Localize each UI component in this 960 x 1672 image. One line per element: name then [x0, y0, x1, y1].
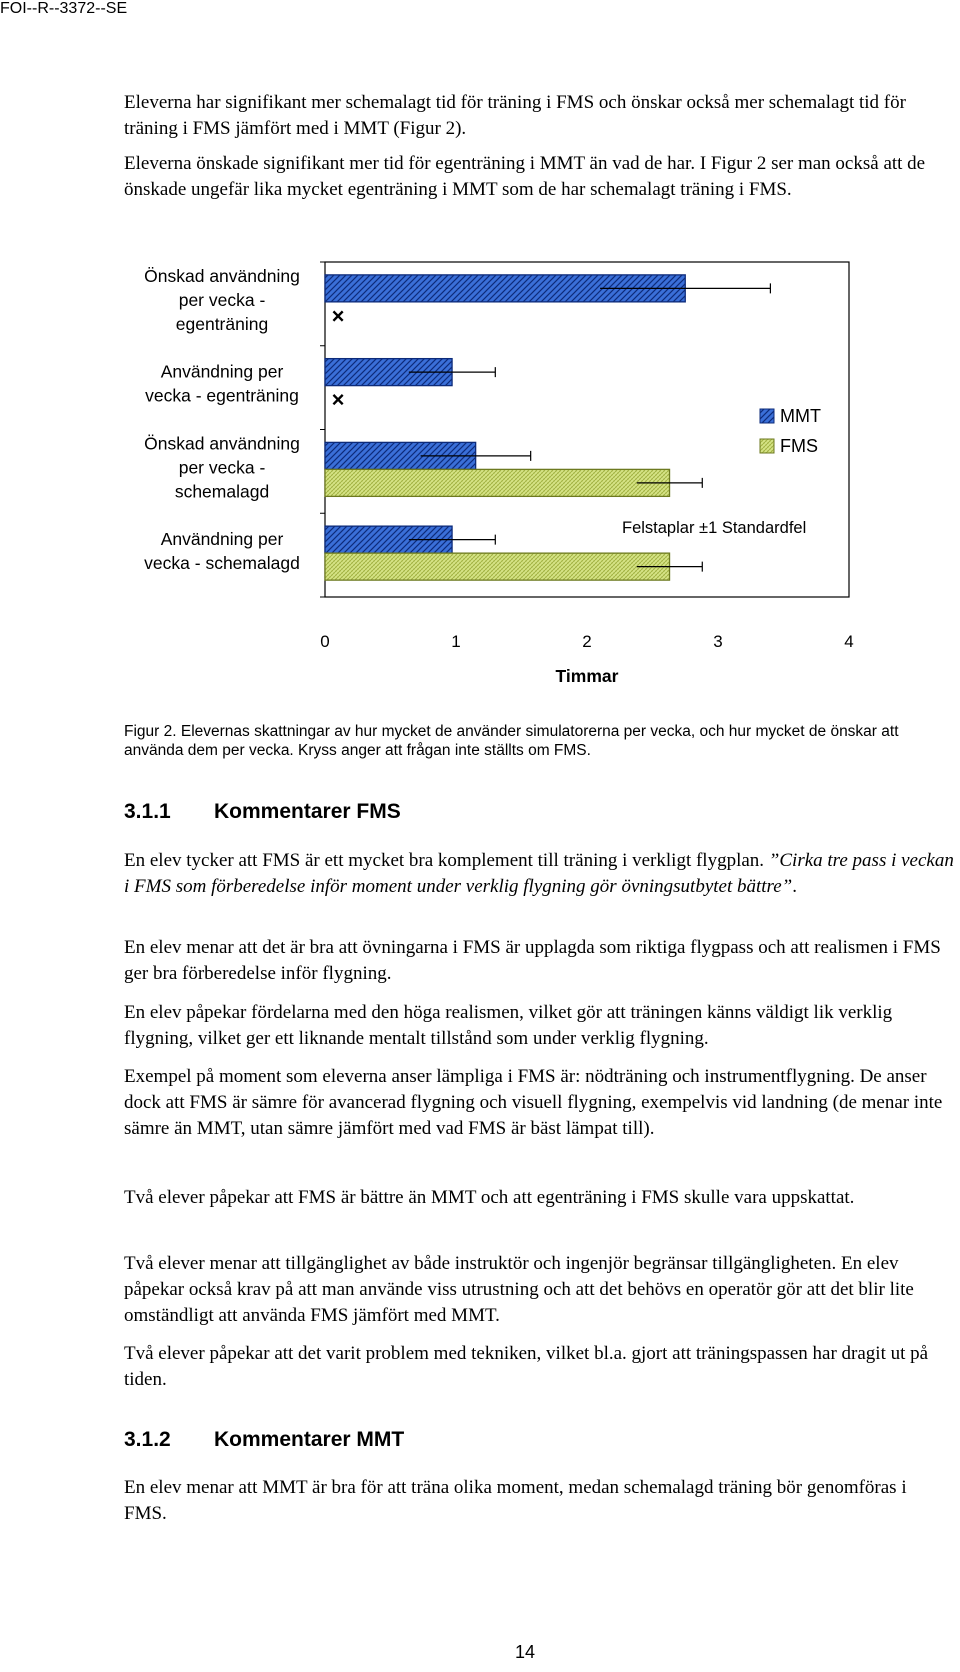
not-asked-cross: × [331, 387, 345, 413]
category-label: vecka - schemalagd [144, 553, 300, 574]
category-label: Användning per [160, 361, 284, 382]
legend-swatch-fms [760, 439, 774, 453]
error-bar-note: Felstaplar ±1 Standardfel [622, 519, 807, 537]
bar-fms [325, 553, 670, 580]
legend-swatch-mmt [760, 409, 774, 423]
legend-label-fms: FMS [780, 436, 818, 456]
section-heading-mmt [124, 1428, 404, 1452]
fms-paragraph-4: Exempel på moment som eleverna anser lämpliga i FMS är: nödträning och instrumentflygning. De anser dock att FMS är sämre för avancerad flygning och visuell flygning, exempelvis vid landning (de menar inte sämre än MMT, utan sämre jämfört med vad FMS är bäst lämpat till). [124, 1066, 943, 1139]
x-tick-label: 4 [844, 632, 854, 651]
fms-paragraph-1-end: . [792, 876, 797, 897]
category-label: Önskad användning [144, 433, 300, 454]
section-number: 3.1.2 [124, 1428, 171, 1451]
fms-paragraph-2: En elev menar att det är bra att övningarna i FMS är upplagda som riktiga flygpass och att realismen i FMS ger bra förberedelse inför flygning. [124, 937, 941, 984]
figure-2-chart [0, 255, 960, 685]
fms-paragraph-7: Två elever påpekar att det varit problem med tekniken, vilket bl.a. gjort att träningspassen har dragit ut på tiden. [124, 1343, 929, 1390]
x-tick-label: 3 [713, 632, 723, 651]
section-title: Kommentarer MMT [214, 1428, 405, 1451]
figure-caption: Figur 2. Elevernas skattningar av hur mycket de använder simulatorerna per vecka, och hur mycket de önskar att använda dem per vecka. Kryss anger att frågan inte ställts om FMS. [124, 723, 899, 759]
section-title: Kommentarer FMS [214, 800, 401, 823]
category-label: Användning per [160, 529, 284, 550]
category-label: Önskad användning [144, 265, 300, 286]
page-number: 14 [514, 1642, 536, 1662]
x-tick-label: 2 [582, 632, 592, 651]
fms-paragraph-1 [124, 848, 954, 900]
document-id: FOI--R--3372--SE [0, 0, 128, 17]
x-tick-label: 0 [320, 632, 330, 651]
fms-paragraph-5: Två elever påpekar att FMS är bättre än MMT och att egenträning i FMS skulle vara uppskattat. [124, 1187, 855, 1208]
category-label: per vecka - [178, 457, 266, 478]
bar-fms [325, 469, 670, 496]
x-axis-title: Timmar [555, 666, 619, 685]
section-heading-fms [124, 800, 401, 824]
fms-paragraph-3: En elev påpekar fördelarna med den höga realismen, vilket gör att träningen känns väldigt lik verklig flygning, vilket ger ett liknande mentalt tillstånd som under verklig flygning. [124, 1002, 893, 1049]
not-asked-cross: × [331, 303, 345, 329]
x-tick-label: 1 [451, 632, 461, 651]
fms-paragraph-1-text: En elev tycker att FMS är ett mycket bra komplement till träning i verkligt flygplan. [124, 850, 765, 871]
category-label: schemalagd [174, 481, 270, 502]
section-number: 3.1.1 [124, 800, 171, 823]
fms-paragraph-6: Två elever menar att tillgänglighet av både instruktör och ingenjör begränsar tillgängligheten. En elev påpekar också krav på att man använde viss utrustning och att det behövs en operatör gör att det blir lite omständligt att använda FMS jämfört med MMT. [124, 1253, 914, 1326]
intro-paragraph-2: Eleverna önskade signifikant mer tid för egenträning i MMT än vad de har. I Figur 2 ser man också att de önskade ungefär lika mycket egenträning i MMT som de har schemalagt träning i FMS. [124, 153, 926, 200]
category-label: vecka - egenträning [145, 385, 299, 406]
legend-label-mmt: MMT [780, 406, 821, 426]
fms-quote: ”Cirka tre pass i veckan i FMS som förberedelse inför moment under verklig flygning gör övningsutbytet bättre” [124, 850, 954, 897]
category-label: per vecka - [178, 289, 266, 310]
category-label: egenträning [175, 313, 269, 334]
mmt-paragraph-1: En elev menar att MMT är bra för att träna olika moment, medan schemalagd träning bör genomföras i FMS. [124, 1477, 907, 1524]
intro-paragraph-1: Eleverna har signifikant mer schemalagt tid för träning i FMS och önskar också mer schemalagt tid för träning i FMS jämfört med i MMT (Figur 2). [124, 92, 906, 139]
